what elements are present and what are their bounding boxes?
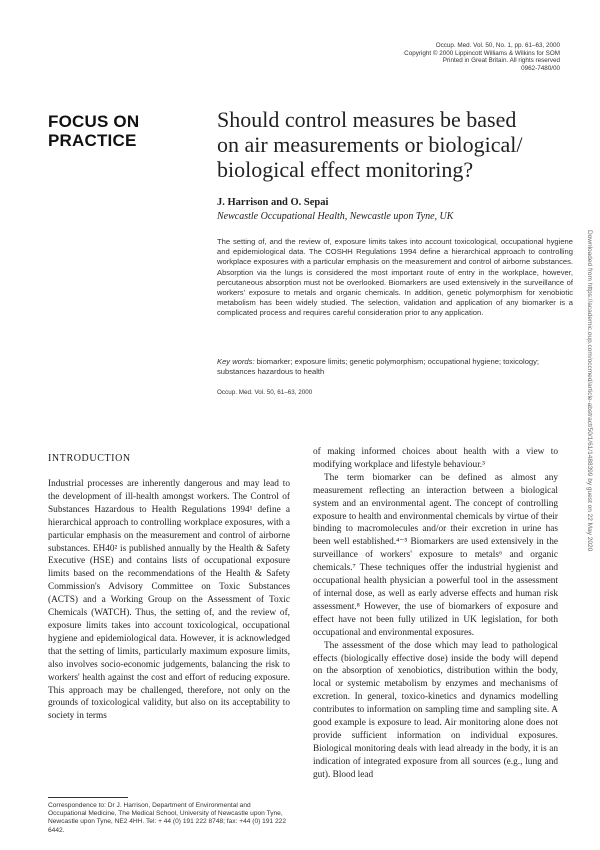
paragraph: The term biomarker can be defined as almost any measurement reflecting an interaction between a biological system and an environmental agent. The concept of controlling exposure to health and environmental chemicals by virtue of their binding to macromolecules and/or their excretion in urine has been well established.⁴⁻⁵ Biomarkers are used extensively in the surveillance of workers' exposure to metals⁶ and organic chemicals.⁷ These techniques offer the industrial hygienist and occupational health physician a powerful tool in the assessment of internal dose, as well as early adverse effects and human risk assessment.⁸ However, the use of biomarkers of exposure and effect have not been fully utilized in UK legislation, for both occupational and environmental exposures. [313,472,558,638]
footnote-divider [48,797,128,798]
keywords-label: Key words: [217,357,255,366]
journal-ref-line: 0962-7480/00 [521,64,560,72]
paragraph: Industrial processes are inherently dangerous and may lead to the development of ill-health amongst workers. The Control of Substances Hazardous to Health Regulations 1994¹ define a hierarchical approach to controlling workplace exposures, with a particular emphasis on the measurement and control of airborne substances. EH40² is published annually by the Health & Safety Executive (HSE) and contains lists of occupational exposure limits based on the recommendations of the Health & Safety Commission's Advisory Committee on Toxic Substances (ACTS) and a Working Group on the Assessment of Toxic Chemicals (WATCH). Thus, the setting of, and the review of, exposure limits takes into account toxicological, occupational hygiene and epidemiological data. However, it is acknowledged that the setting of limits, particularly maximum exposure limits, also involves socio-economic judgements, balancing the risk to workers' health against the cost and effort of reducing exposure. This approach may be challenged, therefore, not only on the grounds of toxicological validity, but also on its acceptability to society in terms [48,479,290,722]
article-title [217,107,577,182]
affiliation: Newcastle Occupational Health, Newcastle upon Tyne, UK [217,211,454,222]
authors: J. Harrison and O. Sepai [217,197,329,208]
body-column-left [48,478,290,723]
correspondence-note: Correspondence to: Dr J. Harrison, Department of Environmental and Occupational Medicine, The Medical School, University of Newcastle upon Tyne, Newcastle upon Tyne, NE2 4HH. Tel: + 44 (0) 191 222 8748; fax: +44 (0) 191 222 6442. [48,802,287,834]
paragraph: of making informed choices about health with a view to modifying workplace and lifestyle behaviour.³ [313,447,558,470]
keywords [217,357,573,377]
journal-ref-line: Printed in Great Britain. All rights reserved [442,57,560,65]
download-watermark [580,230,596,790]
title-line-3: biological effect monitoring? [217,157,474,182]
title-line-1: Should control measures be based [217,107,517,132]
title-line-2: on air measurements or biological/ [217,132,523,157]
paragraph: The assessment of the dose which may lead to pathological effects (biologically effective dose) inside the body will depend on the absorption of xenobiotics, distribution within the body, local or systemic metabolism by enzymes and mechanisms of excretion. In general, toxico-kinetics and dynamics modelling contributes to information on sampling time and sampling site. A good example is exposure to lead. Air monitoring alone does not provide sufficient information on individual exposures. Biological monitoring deals with lead already in the body, it is an indication of integrated exposure from all sources (e.g., lung and gut). Blood lead [313,640,558,780]
section-label-line-2: PRACTICE [48,131,137,150]
abstract: The setting of, and the review of, exposure limits takes into account toxicological, occupational hygiene and epidemiological data. The COSHH Regulations 1994 define a hierarchical approach to controlling workplace exposures with a particular emphasis on the measurement and control of airborne substances. Absorption via the lungs is considered the most important route of entry in the workplace, however, percutaneous absorption must not be overlooked. Biomarkers are used extensively in the surveillance of workers' exposure to metals and organic chemicals. In addition, genetic polymorphism for xenobiotic metabolism has been widely studied. The selection, validation and application of any biomarker is a complicated process and requires careful consideration prior to any application. [217,237,573,318]
journal-ref-line: Copyright © 2000 Lippincott Williams & Wilkins for SOM [404,49,560,57]
body-column-right [313,446,558,782]
citation: Occup. Med. Vol. 50, 61–63, 2000 [217,389,313,396]
keywords-text: biomarker; exposure limits; genetic polymorphism; occupational hygiene; toxicology; substances hazardous to health [217,357,540,377]
section-label-line-1: FOCUS ON [48,112,140,131]
journal-reference [404,42,560,72]
download-note: Downloaded from https://academic.oup.com/occmed/article-abstract/50/1/61/1488399 by guest on 22 May 2020 [586,230,593,552]
section-heading-introduction: INTRODUCTION [48,453,131,464]
section-label [48,112,139,150]
journal-ref-line: Occup. Med. Vol. 50, No. 1, pp. 61–63, 2000 [435,42,560,49]
